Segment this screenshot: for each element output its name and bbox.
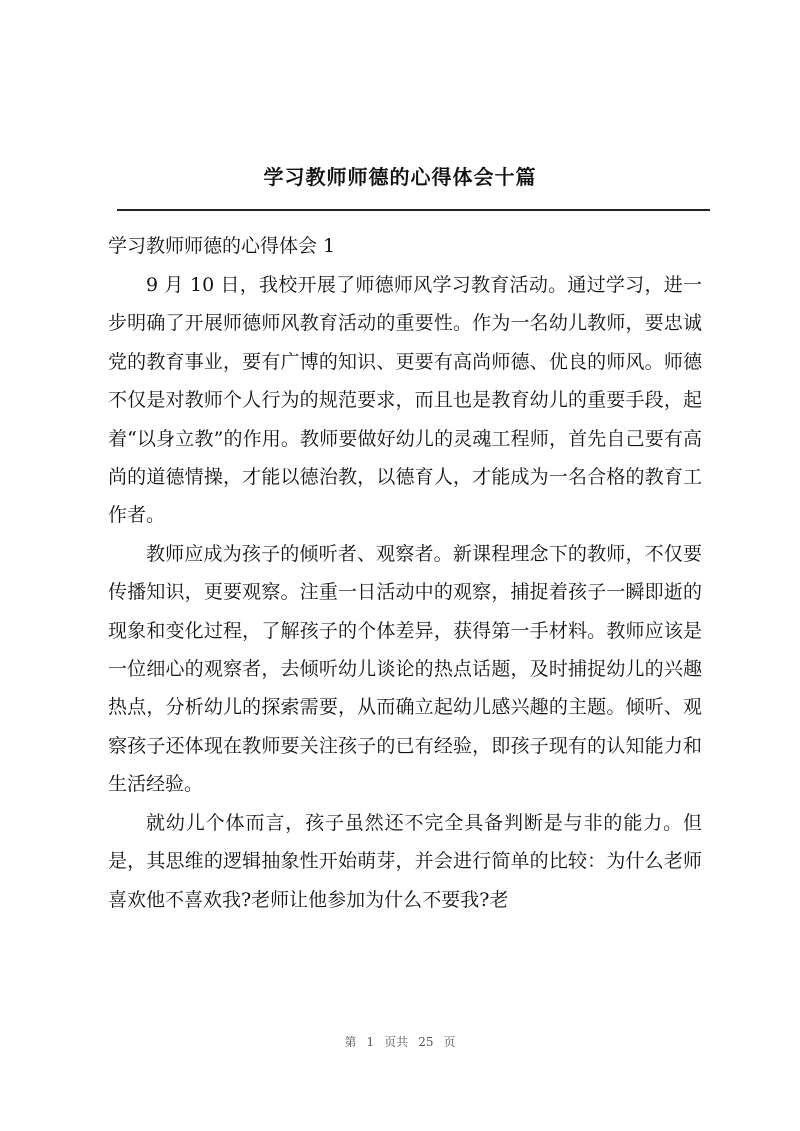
footer-page-current: 1	[366, 1035, 375, 1049]
section-title: 学习教师师德的心得体会 1	[108, 235, 336, 257]
paragraph-2: 教师应成为孩子的倾听者、观察者。新课程理念下的教师，不仅要传播知识，更要观察。注重一日活动中的观察，捕捉着孩子一瞬即逝的现象和变化过程，了解孩子的个体差异，获得第一手材料。教师应该是一位细心的观察者，去倾听幼儿谈论的热点话题，及时捕捉幼儿的兴趣热点，分析幼儿的探索需要，从而确立起幼儿感兴趣的主题。倾听、观察孩子还体现在教师要关注孩子的已有经验，即孩子现有的认知能力和生活经验。	[108, 542, 702, 796]
paragraph-1: 9 月 10 日，我校开展了师德师风学习教育活动。通过学习，进一步明确了开展师德师风教育活动的重要性。作为一名幼儿教师，要忠诚党的教育事业，要有广博的知识、更要有高尚师德、优良的师风。师德不仅是对教师个人行为的规范要求，而且也是教育幼儿的重要手段，起着“以身立教”的作用。教师要做好幼儿的灵魂工程师，首先自己要有高尚的道德情操，才能以德治教，以德育人，才能成为一名合格的教育工作者。	[108, 274, 702, 527]
footer-mid: 页共	[384, 1035, 409, 1049]
title-divider	[117, 209, 710, 211]
footer-page-total: 25	[418, 1035, 434, 1049]
page-footer	[0, 1034, 800, 1050]
document-title: 学习教师师德的心得体会十篇	[263, 165, 537, 189]
footer-prefix: 第	[344, 1035, 357, 1049]
footer-suffix: 页	[443, 1035, 456, 1049]
paragraph-3: 就幼儿个体而言，孩子虽然还不完全具备判断是与非的能力。但是，其思维的逻辑抽象性开始萌芽，并会进行简单的比较：为什么老师喜欢他不喜欢我?老师让他参加为什么不要我?老	[108, 811, 702, 911]
document-body	[108, 266, 702, 919]
